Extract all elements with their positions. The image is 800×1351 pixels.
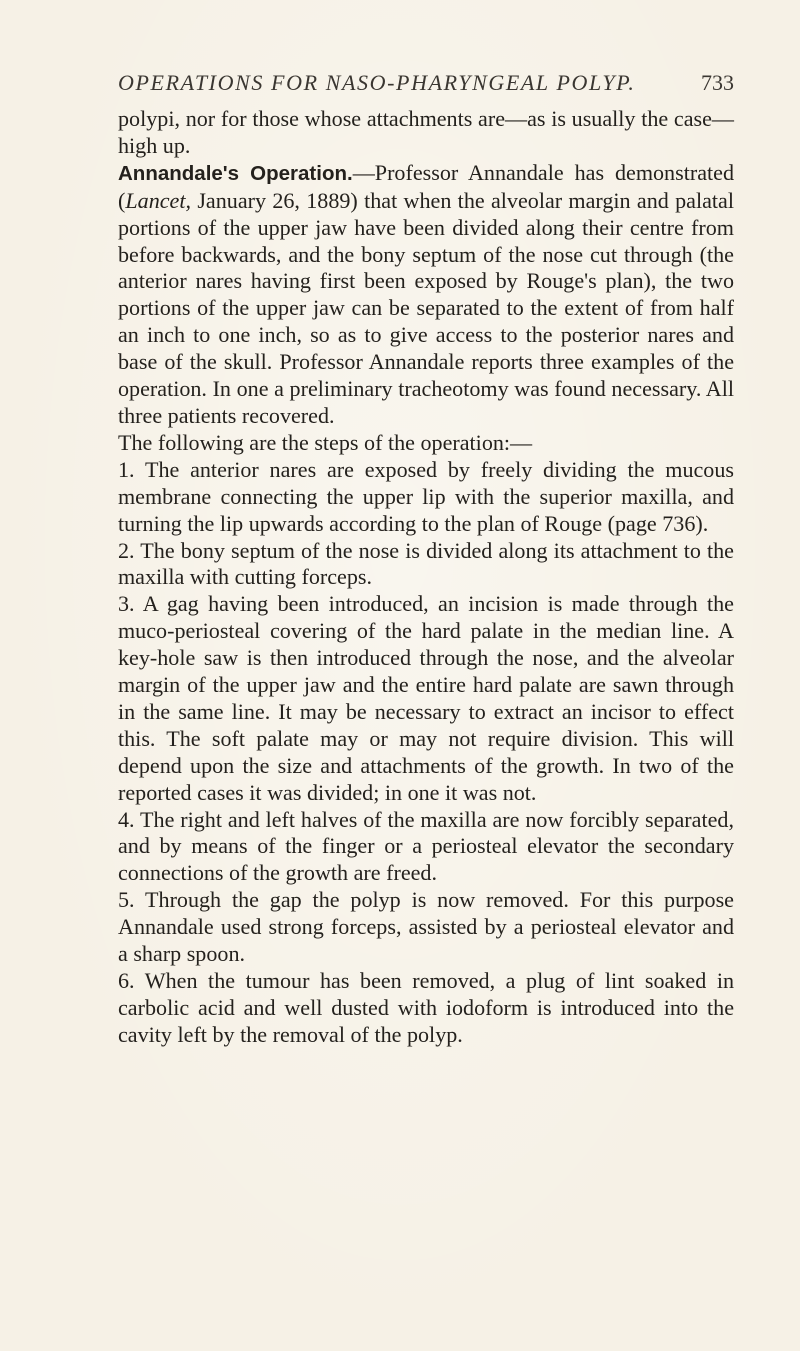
paragraph-text-before-citation: —Professor Annandale has demonstrated ( xyxy=(118,159,734,213)
step-item: 5. Through the gap the polyp is now removed. For this purpose Annandale used strong forceps, assisted by a periosteal elevator and a sharp spoon. xyxy=(118,887,734,967)
step-item: 3. A gag having been introduced, an incision is made through the muco-periosteal covering of the hard palate in the median line. A key-hole saw is then introduced through the nose, and the alveolar margin of the upper jaw and the entire hard palate are sawn through in the same line. It may be necessary to extract an incisor to effect this. The soft palate may or may not require division. This will depend upon the size and attachments of the growth. In two of the reported cases it was divided; in one it was not. xyxy=(118,591,734,805)
step-item: 6. When the tumour has been removed, a plug of lint soaked in carbolic acid and well dusted with iodoform is introduced into the cavity left by the removal of the polyp. xyxy=(118,968,734,1047)
step-item: 2. The bony septum of the nose is divided along its attachment to the maxilla with cutting forceps. xyxy=(118,537,734,590)
page-number: 733 xyxy=(701,70,734,95)
citation-journal: Lancet, xyxy=(125,187,192,213)
steps-intro: The following are the steps of the operation:— xyxy=(118,429,533,455)
running-head xyxy=(118,66,734,100)
body-text xyxy=(118,106,734,1049)
section-heading: Annandale's Operation. xyxy=(118,161,353,185)
step-list xyxy=(118,457,734,1049)
paragraph-text-after-citation: January 26, 1889) that when the alveolar margin and palatal portions of the upper jaw have been divided along their centre from before backwards, and the bony septum of the nose cut through (the anterior nares having first been exposed by Rouge's plan), the two portions of the upper jaw can be separated to the extent of from half an inch to one inch, so as to give access to the posterior nares and base of the skull. Professor Annandale reports three examples of the operation. In one a preliminary tracheotomy was found necessary. All three patients recovered. xyxy=(118,187,734,428)
step-item: 4. The right and left halves of the maxilla are now forcibly separated, and by means of the finger or a periosteal elevator the secondary connections of the growth are freed. xyxy=(118,806,734,886)
annandale-paragraph xyxy=(118,160,734,430)
running-title: OPERATIONS FOR NASO-PHARYNGEAL POLYP. xyxy=(118,70,636,95)
continuation-paragraph: polypi, nor for those whose attachments are—as is usually the case—high up. xyxy=(118,106,734,158)
step-item: 1. The anterior nares are exposed by freely dividing the mucous membrane connecting the upper lip with the superior maxilla, and turning the lip upwards according to the plan of Rouge (page 736). xyxy=(118,456,734,536)
